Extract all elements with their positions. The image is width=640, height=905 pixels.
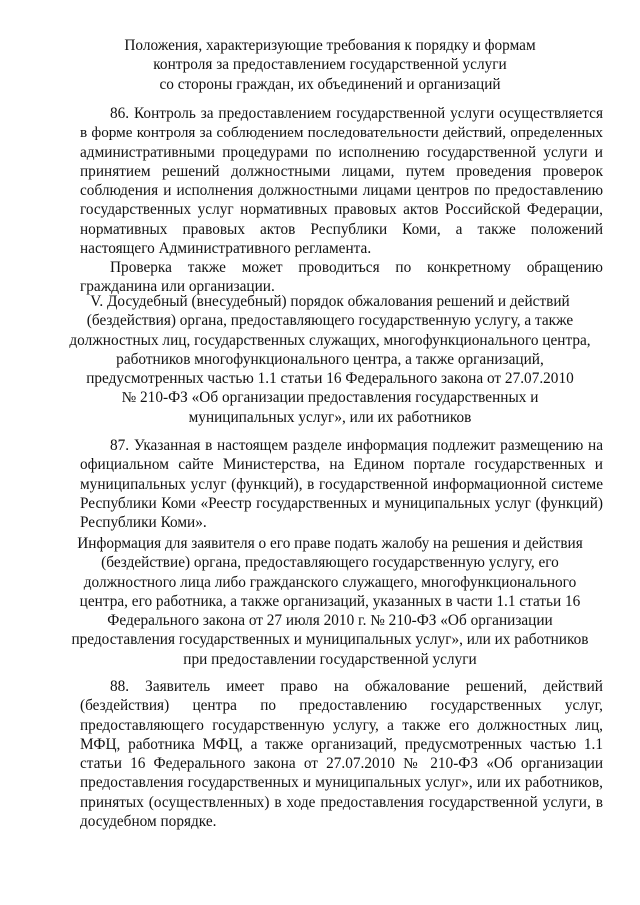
text-line: статьи 16 Федерального закона от 27.07.2010 № 210-ФЗ «Об организации	[80, 755, 603, 773]
section-heading-info	[66, 534, 594, 669]
heading-line: (бездействия) органа, предоставляющего государственную услугу, а также	[86, 312, 574, 330]
paragraph-86-check	[80, 258, 603, 297]
text-line: официальном сайте Министерства, на Едином портале государственных и	[80, 456, 603, 474]
text-line: муниципальных услуг (функций), в государственной информационной системе	[80, 475, 603, 493]
heading-line: Информация для заявителя о его праве подать жалобу на решения и действия	[77, 535, 583, 552]
heading-line: Федерального закона от 27 июля 2010 г. № 210-ФЗ «Об организации	[107, 612, 553, 630]
heading-line: должностного лица либо гражданского служащего, многофункционального	[83, 573, 577, 591]
heading-line: со стороны граждан, их объединений и организаций	[159, 75, 501, 93]
heading-line: при предоставлении государственной услуги	[183, 650, 477, 668]
heading-line: контроля за предоставлением государственной услуги	[153, 56, 507, 74]
text-line: Проверка также может проводиться по конкретному обращению	[110, 259, 603, 276]
text-line: 88. Заявитель имеет право на обжалование решений, действий	[110, 678, 603, 695]
text-line: административными процедурами по исполнению государственной услуги и	[80, 143, 603, 161]
heading-line: (бездействие) органа, предоставляющего государственную услугу, его	[101, 554, 559, 572]
paragraph-87	[80, 436, 603, 532]
heading-line: № 210-ФЗ «Об организации предоставления государственных и	[121, 389, 539, 407]
heading-line: работников многофункционального центра, а также организаций,	[116, 350, 544, 368]
text-line: принятых (осуществленных) в ходе предоставления государственной услуги, в	[80, 793, 603, 811]
text-line: гражданина или организации.	[80, 278, 275, 296]
text-line: в форме контроля за соблюдением последовательности действий, определенных	[80, 124, 603, 142]
heading-line: должностных лиц, государственных служащих, многофункционального центра,	[69, 331, 591, 349]
text-line: 86. Контроль за предоставлением государственной услуги осуществляется	[110, 105, 603, 122]
section-heading-control	[80, 36, 580, 94]
text-line: досудебном порядке.	[80, 813, 217, 831]
heading-line: муниципальных услуг», или их работников	[188, 408, 472, 426]
text-line: принятием решений должностными лицами, путем проведения проверок	[80, 162, 603, 180]
heading-line: предусмотренных частью 1.1 статьи 16 Федерального закона от 27.07.2010	[86, 370, 574, 388]
text-line: Республики Коми».	[80, 514, 207, 532]
text-line: настоящего Административного регламента.	[80, 240, 372, 258]
text-line: 87. Указанная в настоящем разделе информация подлежит размещению на	[110, 437, 603, 454]
paragraph-86	[80, 104, 603, 258]
text-line: МФЦ, работника МФЦ, а также организаций, предусмотренных частью 1.1	[80, 735, 603, 753]
text-line: предоставления государственных и муниципальных услуг», или их работников,	[80, 774, 603, 792]
section-heading-appeal	[66, 292, 594, 427]
text-line: соблюдения и исполнения должностными лицами центров по предоставлению	[80, 182, 603, 200]
text-line: государственных услуг нормативных правовых актов Российской Федерации,	[80, 201, 603, 219]
text-line: предоставляющего государственную услугу, а также его должностных лиц,	[80, 716, 603, 734]
heading-line: Положения, характеризующие требования к порядку и формам	[124, 37, 536, 54]
text-line: нормативных правовых актов Республики Коми, а также положений	[80, 220, 603, 238]
heading-line: V. Досудебный (внесудебный) порядок обжалования решений и действий	[90, 293, 570, 310]
text-line: (бездействия) центра по предоставлению государственных услуг,	[80, 697, 603, 715]
heading-line: предоставления государственных и муниципальных услуг», или их работников	[71, 631, 589, 649]
paragraph-88	[80, 677, 603, 831]
text-line: Республики Коми «Реестр государственных и муниципальных услуг (функций)	[80, 494, 603, 512]
heading-line: центра, его работника, а также организаций, указанных в части 1.1 статьи 16	[79, 592, 581, 610]
